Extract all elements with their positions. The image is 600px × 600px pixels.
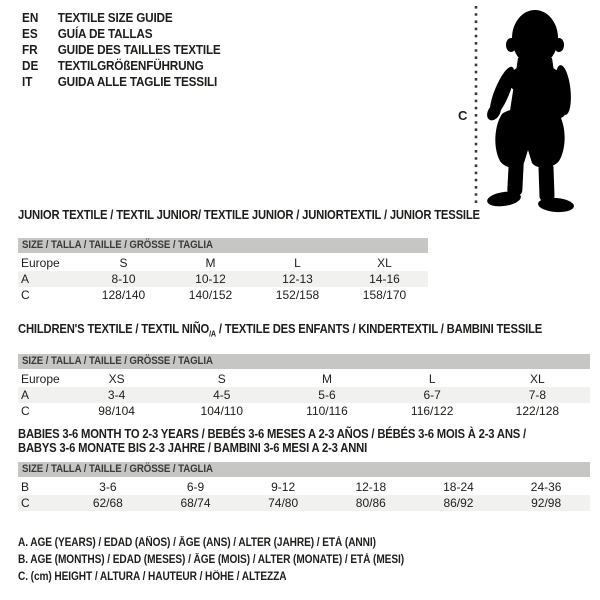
section-children (18, 322, 590, 419)
value-cell: 122/128 (515, 403, 560, 418)
size-cell: XL (530, 371, 545, 386)
row-label: C (21, 403, 30, 418)
table-row-europe (18, 255, 428, 271)
size-header-label: SIZE / TALLA / TAILLE / GRÖSSE / TAGLIA (22, 463, 213, 475)
value-cell: 158/170 (362, 288, 407, 302)
lang-code: DE (22, 59, 39, 73)
lang-label: GUÍA DE TALLAS (57, 27, 153, 41)
value-cell: 24-36 (530, 480, 562, 494)
size-cell: S (119, 256, 128, 270)
section-babies-title-line1: BABIES 3-6 MONTH TO 2-3 YEARS / BEBÉS 3-6 MESES A 2-3 AÑOS / BÉBÉS 3-6 MOIS À 2-3 ANS / (18, 427, 527, 441)
value-cell: 98/104 (98, 403, 135, 418)
size-cell: M (321, 371, 332, 386)
value-cell: 116/122 (410, 403, 454, 418)
value-cell: 4-5 (213, 387, 231, 402)
table-row-height (18, 287, 428, 303)
value-cell: 18-24 (443, 480, 474, 494)
value-cell: 14-16 (369, 272, 400, 286)
figure-measure-label: C (458, 108, 468, 123)
footnote-a: A. AGE (YEARS) / EDAD (AÑOS) / ÂGE (ANS) / ALTER (JAHRE) / ETÀ (ANNI) (18, 537, 376, 549)
table-row-months (18, 479, 590, 495)
lang-label: TEXTILGRÖßENFÜHRUNG (57, 59, 204, 73)
lang-label: GUIDE DES TAILLES TEXTILE (57, 43, 221, 57)
size-cell: S (217, 371, 226, 386)
size-cell: L (428, 371, 436, 386)
lang-row-en (22, 10, 221, 26)
value-cell: 80/86 (355, 496, 386, 510)
table-row-height (18, 495, 590, 511)
footnote-b: B. AGE (MONTHS) / EDAD (MESES) / ÂGE (MOIS) / ALTER (MONATE) / ETÀ (MESI) (18, 554, 405, 566)
lang-row-de (22, 58, 221, 74)
section-babies (18, 427, 590, 511)
table-row-age (18, 387, 590, 403)
toddler-figure (450, 0, 600, 215)
row-label: A (21, 272, 30, 286)
value-cell: 5-6 (318, 387, 336, 402)
section-children-title (18, 322, 543, 342)
section-babies-title-line2: BABYS 3-6 MONATE BIS 2-3 JAHRE / BAMBINI 3-6 MESI A 2-3 ANNI (18, 441, 368, 455)
size-cell: XL (377, 256, 392, 270)
table-row-height (18, 403, 590, 419)
value-cell: 128/140 (101, 288, 146, 302)
footnotes (18, 535, 457, 586)
value-cell: 8-10 (111, 272, 136, 286)
value-cell: 86/92 (443, 496, 474, 510)
lang-label: GUIDA ALLE TAGLIE TESSILI (57, 75, 218, 89)
title-main: CHILDREN'S TEXTILE / TEXTIL NIÑO (18, 322, 210, 336)
table-row-europe (18, 371, 590, 387)
lang-label: TEXTILE SIZE GUIDE (57, 11, 173, 25)
row-label: A (21, 387, 30, 402)
value-cell: 3-4 (107, 387, 126, 402)
row-label: C (21, 288, 30, 302)
value-cell: 12-18 (355, 480, 387, 494)
table-row-age (18, 271, 428, 287)
value-cell: 9-12 (271, 480, 296, 494)
value-cell: 140/152 (188, 288, 233, 302)
value-cell: 10-12 (195, 272, 226, 286)
value-cell: 110/116 (306, 403, 348, 418)
row-label: C (21, 496, 30, 510)
size-header-label: SIZE / TALLA / TAILLE / GRÖSSE / TAGLIA (22, 354, 213, 367)
value-cell: 3-6 (99, 480, 117, 494)
lang-row-es (22, 26, 221, 42)
size-header-bar (18, 354, 590, 369)
value-cell: 6-7 (423, 387, 441, 402)
size-header-label: SIZE / TALLA / TAILLE / GRÖSSE / TAGLIA (22, 239, 213, 251)
value-cell: 7-8 (528, 387, 547, 402)
row-label: B (21, 480, 30, 494)
toddler-silhouette (484, 10, 574, 213)
size-header-bar (18, 238, 428, 253)
title-sub: /A (209, 329, 216, 339)
section-junior (18, 208, 480, 303)
lang-code: IT (22, 75, 33, 89)
title-rest: / TEXTILE DES ENFANTS / KINDERTEXTIL / BAMBINI TESSILE (215, 322, 543, 336)
size-header-bar (18, 462, 590, 477)
row-label: Europe (21, 371, 60, 386)
junior-size-table (18, 255, 428, 303)
value-cell: 92/98 (531, 496, 562, 510)
value-cell: 6-9 (186, 480, 205, 494)
children-size-table (18, 371, 590, 419)
size-cell: L (294, 256, 301, 270)
lang-row-it (22, 74, 221, 90)
language-header (22, 10, 233, 90)
lang-code: FR (22, 43, 38, 57)
lang-row-fr (22, 42, 221, 58)
value-cell: 152/158 (275, 288, 320, 302)
value-cell: 12-13 (282, 272, 313, 286)
value-cell: 62/68 (92, 496, 123, 510)
footnote-c: C. (cm) HEIGHT / ALTURA / HAUTEUR / HÖHE / ALTEZZA (18, 571, 287, 583)
toddler-silhouette-svg (450, 0, 600, 215)
value-cell: 68/74 (180, 496, 211, 510)
row-label: Europe (21, 256, 60, 270)
lang-code: ES (22, 27, 38, 41)
size-cell: XS (108, 371, 125, 386)
section-junior-title: JUNIOR TEXTILE / TEXTIL JUNIOR/ TEXTILE JUNIOR / JUNIORTEXTIL / JUNIOR TESSILE (18, 208, 480, 222)
babies-size-table (18, 479, 590, 511)
value-cell: 104/110 (200, 403, 244, 418)
value-cell: 74/80 (268, 496, 299, 510)
size-cell: M (205, 256, 216, 270)
lang-code: EN (22, 11, 39, 25)
